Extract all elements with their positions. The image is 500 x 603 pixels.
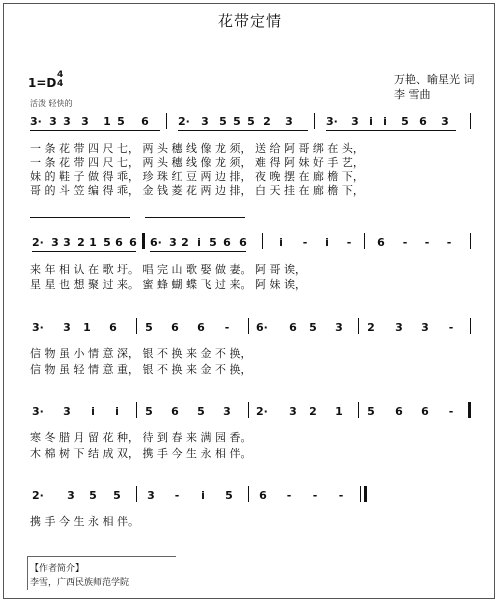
note: 3 [421,321,429,334]
barline [136,318,137,334]
note: 6 [419,115,427,128]
note: 5 [247,115,255,128]
barline [470,318,471,334]
note: 3 [147,489,155,502]
barline [248,486,249,502]
note: 3 [63,115,71,128]
lyric-line: 携 手 今 生 永 相 伴。 [30,515,139,528]
note: 6· [256,321,268,334]
note: 5 [209,236,217,249]
barline [360,486,361,502]
note: 3 [441,115,449,128]
lyric-line: 一 条 花 带 四 尺 七， 两 头 穗 线 像 龙 须， 难 得 阿 妹 好 手 艺， [30,156,364,169]
note: 6 [141,115,149,128]
note: 3· [32,321,44,334]
lyric-line: 来 年 相 认 在 歌 圩。 唱 完 山 歌 娶 做 妻。 阿 哥 诶， [30,263,306,276]
note: - [448,405,454,418]
note: 2 [263,115,271,128]
song-title: 花带定情 [217,12,282,30]
note: i [201,489,205,502]
lyric-line: 一 条 花 带 四 尺 七， 两 头 穗 线 像 龙 须， 送 给 阿 哥 绑 在 头， [30,142,364,155]
time-signature-bottom: 4 [57,79,64,89]
note: 6 [259,489,267,502]
note: 5 [401,115,409,128]
note: 6 [129,236,137,249]
note: - [424,236,430,249]
note: - [224,321,230,334]
barline [248,402,249,418]
note: 1 [89,236,97,249]
note: 3 [201,115,209,128]
note: 3 [81,115,89,128]
note: 3· [30,115,42,128]
lyric-line: 信 物 虽 小 情 意 深， 银 不 换 来 金 不 换， [30,347,252,360]
note: 6 [377,236,385,249]
barline [136,486,137,502]
composer-credit: 李 雪曲 [394,88,431,101]
lyric-line: 木 棉 树 下 结 成 双， 携 手 今 生 永 相 伴。 [30,447,252,460]
lyric-line: 星 星 也 想 聚 过 来。 蜜 蜂 蝴 蝶 飞 过 来。 阿 妹 诶， [30,278,306,291]
barline [314,113,315,129]
note: i [197,236,201,249]
lyric-line: 信 物 虽 轻 情 意 重， 银 不 换 来 金 不 换， [30,363,252,376]
key-signature: 1=D [28,76,57,90]
beam-underline [30,130,160,131]
note: 3 [63,236,71,249]
beam-underline [32,251,136,252]
barline [136,402,137,418]
note: 3 [63,405,71,418]
volta-bracket-2 [145,217,245,218]
note: 3 [289,405,297,418]
final-barline [364,486,367,502]
note: 2 [181,236,189,249]
repeat-barline [142,233,145,249]
note: 5 [233,115,241,128]
note: - [312,489,318,502]
note: 5 [117,115,125,128]
barline [358,402,359,418]
note: 5 [103,236,111,249]
time-signature [57,71,63,89]
note: 6 [171,321,179,334]
beam-underline [150,251,246,252]
time-signature-top: 4 [57,70,64,80]
note: i [383,115,387,128]
note: 2 [309,405,317,418]
bio-heading: 【作者简介】 [30,564,85,574]
note: 5 [309,321,317,334]
note: 3 [49,115,57,128]
note: 6 [115,236,123,249]
note: 6· [150,236,162,249]
note: 2· [178,115,190,128]
note: i [369,115,373,128]
note: 3 [285,115,293,128]
barline [262,233,263,249]
barline [248,318,249,334]
note: 3 [67,489,75,502]
note: 5 [145,405,153,418]
note: 6 [171,405,179,418]
note: 3· [32,405,44,418]
lyric-line: 哥 的 斗 笠 编 得 乖， 金 钱 菱 花 两 边 排， 白 天 挂 在 廊 檐 下， [30,184,364,197]
barline [470,113,471,129]
volta-bracket-1 [30,217,130,218]
note: i [91,405,95,418]
note: 5 [197,405,205,418]
note: - [338,489,344,502]
note: 5 [113,489,121,502]
note: 5 [225,489,233,502]
note: 6 [395,405,403,418]
note: 2· [32,236,44,249]
note: - [402,236,408,249]
bio-text: 李雪，广西民族师范学院 [30,578,130,588]
barline [470,233,471,249]
note: i [325,236,329,249]
barline [358,318,359,334]
beam-underline [178,130,308,131]
tempo-marking: 活泼 轻快的 [30,99,73,108]
note: 6 [223,236,231,249]
note: 2· [32,489,44,502]
note: - [346,236,352,249]
lyric-line: 寒 冬 腊 月 留 花 种， 待 到 春 来 满 园 香。 [30,431,252,444]
note: - [174,489,180,502]
note: 2 [77,236,85,249]
barline [166,113,167,129]
note: 3 [223,405,231,418]
note: 6 [239,236,247,249]
note: 1 [335,405,343,418]
note: i [279,236,283,249]
note: 3· [326,115,338,128]
lyricist-credit: 万艳、喻星光 词 [394,73,475,86]
note: 3 [351,115,359,128]
note: 2 [367,321,375,334]
note: - [302,236,308,249]
note: 6 [109,321,117,334]
note: 3 [63,321,71,334]
note: - [446,236,452,249]
barline [364,233,365,249]
note: 6 [197,321,205,334]
note: 5 [89,489,97,502]
note: 3 [169,236,177,249]
note: 3 [335,321,343,334]
note: - [286,489,292,502]
note: 1 [83,321,91,334]
lyric-line: 妹 的 鞋 子 做 得 乖， 珍 珠 红 豆 两 边 排， 夜 晚 摆 在 廊 檐 下， [30,170,364,183]
note: 6 [421,405,429,418]
note: - [448,321,454,334]
repeat-end-barline [468,402,471,418]
note: 3 [395,321,403,334]
note: 6 [289,321,297,334]
note: 5 [367,405,375,418]
note: 2· [256,405,268,418]
note: 5 [145,321,153,334]
note: 3 [51,236,59,249]
note: 5 [219,115,227,128]
note: i [115,405,119,418]
beam-underline [326,130,456,131]
note: 1 [103,115,111,128]
